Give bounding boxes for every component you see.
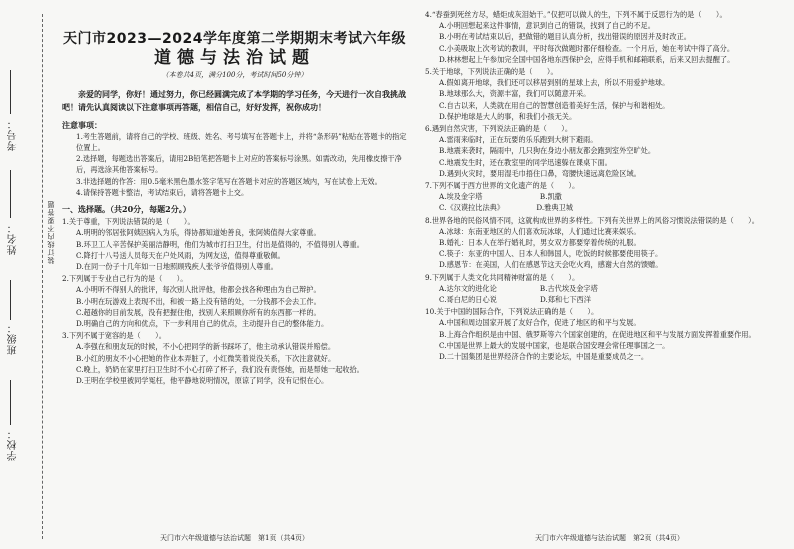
option: C.超越你的目前发展，没有把握住他，找别人来照顾你所有的东西都一样的。 bbox=[76, 307, 321, 317]
left-column bbox=[62, 8, 407, 386]
option: C.降打十八号送人员每天在户处风雨，为网友送，值得尊重敬佩。 bbox=[76, 250, 285, 260]
option: B.小明在考试结束以后，把做错的题目认真分析，找出错误的原因并及时改正。 bbox=[439, 32, 691, 42]
option: C.晚上，奶奶在家里打扫卫生时不小心打碎了杯子，我们没有责怪她，而是帮她一起收拾。 bbox=[76, 364, 364, 374]
question-stem: 10.关于中国的国际合作，下列说法正确的是（ ）。 bbox=[425, 307, 599, 317]
notice-item: 4.请保持答题卡整洁，考试结束后，请将答题卡上交。 bbox=[76, 187, 249, 197]
option: B.小明在玩游戏上表现不出，和被一路上没有错的处，一分钱都不会去工作。 bbox=[76, 296, 321, 306]
option: B.上海合作组织是由中国、俄罗斯等六个国家创建的，在促进地区和平与发展方面发挥着重要作用。 bbox=[439, 329, 756, 339]
option: C.中国是世界上最大的发展中国家，也是联合国安理会常任理事国之一。 bbox=[439, 340, 670, 350]
question-3 bbox=[62, 330, 407, 386]
option: C.小美吸取上次考试的教训，平时每次做题时都仔细检查。一个月后，她在考试中得了高分。 bbox=[439, 43, 735, 53]
page-footer-left: 天门市六年级道德与法治试题 第1页（共4页） bbox=[160, 534, 309, 542]
question-2 bbox=[62, 273, 407, 329]
field-id-line bbox=[10, 70, 11, 114]
notice-item: 3.非选择题的作答：用0.5毫米黑色墨水签字笔写在答题卡对应的答题区域内，写在试卷上无效。 bbox=[76, 176, 382, 186]
option: C.筷子：东亚的中国人、日本人和韩国人，吃饭的时候都要使用筷子。 bbox=[439, 249, 663, 259]
field-name-line bbox=[10, 170, 11, 218]
question-stem: 2.下列属于专业自己行为的是（ ）。 bbox=[62, 274, 188, 284]
question-stem: 6.遇到自然灾害，下列说法正确的是（ ）。 bbox=[425, 124, 573, 134]
option: A.埃及金字塔 B.凯撒 bbox=[439, 192, 562, 202]
question-4 bbox=[425, 9, 780, 65]
option: C.《汉谟拉比法典》 D.雅典卫城 bbox=[439, 203, 573, 213]
question-stem: 1.关于尊重，下列说法错误的是（ ）。 bbox=[62, 217, 195, 227]
option: B.婚礼：日本人在举行婚礼时，男女双方都要穿着传统的礼服。 bbox=[439, 238, 641, 248]
field-school: 学校： bbox=[8, 428, 19, 461]
question-7 bbox=[425, 180, 780, 214]
option: B.地震来袭时，隔雨中，几只狗在身边小朋友都会跑到室外空旷处。 bbox=[439, 146, 656, 156]
field-id: 考号： bbox=[8, 118, 19, 151]
option: D.遇到火灾时，要用湿毛巾捂住口鼻，弯腰快速远离危险区域。 bbox=[439, 168, 641, 178]
question-1 bbox=[62, 216, 407, 272]
question-stem: 3.下列不属于宽容的是（ ）。 bbox=[62, 331, 166, 341]
option: A.假如离开地球，我们还可以移居到别的星球上去，所以不用爱护地球。 bbox=[439, 78, 670, 88]
option: B.环卫工人辛苦保护美丽洁静明，他们为城市打扫卫生，付出是值得的，不值得别人尊重。 bbox=[76, 239, 364, 249]
option: C.哥白尼的日心说 D.郑和七下西洋 bbox=[439, 295, 591, 305]
page-footer-right: 天门市六年级道德与法治试题 第2页（共4页） bbox=[535, 534, 684, 542]
notice-item: 1.考生答题前，请将自己的学校、班级、姓名、考号填写在答题卡上，并将“条形码”粘贴在答题卡的指定位置上。 bbox=[76, 131, 407, 153]
option: D.在同一份子十几年如一日地照顾残疾人张爷爷值得别人尊重。 bbox=[76, 262, 278, 272]
option: A.中国和周边国家开展了友好合作，促进了地区的和平与发展。 bbox=[439, 318, 641, 328]
exam-title: 天门市2023—2024学年度第二学期期末考试六年级 bbox=[63, 31, 406, 47]
option: C.地震发生时，还在教室里的同学迅速躲在课桌下面。 bbox=[439, 157, 612, 167]
option: A.李强在和朋友玩的时候，不小心把同学的新书踩坏了，他主动承认错误并赔偿。 bbox=[76, 342, 336, 352]
greeting: 亲爱的同学，你好！通过努力，你已经圆满完成了本学期的学习任务，今天进行一次自我挑战吧！请先认真阅读以下注意事项再答题，相信自己，好好发挥，祝你成功！ bbox=[62, 89, 406, 112]
option: D.保护地球是大人的事，和我们小孩无关。 bbox=[439, 111, 577, 121]
field-class: 班级： bbox=[8, 322, 19, 355]
option: A.小明听不得别人的批评，每次别人批评他，他都会找各种理由为自己辩护。 bbox=[76, 285, 321, 295]
notice-title: 注意事项： bbox=[62, 119, 102, 130]
option: B.小红的朋友不小心把她的作业本弄脏了，小红微笑着说没关系，下次注意就好。 bbox=[76, 353, 336, 363]
question-6 bbox=[425, 123, 780, 179]
field-school-line bbox=[10, 380, 11, 425]
question-8 bbox=[425, 215, 780, 271]
option: D.林林想起上午参加完全国中国各地东西保护会，应得手机和邮箱联系，后来又回去提醒了。 bbox=[439, 54, 735, 64]
option: D.明确自己的方向和优点，下一步利用自己的优点，主动提升自己的整体能力。 bbox=[76, 319, 329, 329]
field-name: 姓名： bbox=[8, 222, 19, 255]
cut-label: 装订线内不要答题 bbox=[47, 200, 55, 264]
option: A.明明的邻居张阿姨因病入为乐，得协都知道她善良，张阿姨值得大家尊重。 bbox=[76, 228, 321, 238]
option: D.王明在学校里被同学冤枉，他平静地说明情况，原谅了同学，没有记恨在心。 bbox=[76, 376, 329, 386]
option: A.达尔文的进化论 B.古代埃及金字塔 bbox=[439, 283, 598, 293]
option: B.地球那么大，资源丰富，我们可以随意开采。 bbox=[439, 89, 591, 99]
question-stem: 8.世界各地的民俗风情不同，这就构成世界的多样性。下列有关世界上的风俗习惯说法错误的是（ ）。 bbox=[425, 215, 759, 225]
exam-note: （本卷共4页，满分100分，考试时间50分钟） bbox=[161, 71, 308, 80]
question-stem: 5.关于地球，下列说法正确的是（ ）。 bbox=[425, 67, 558, 77]
exam-subject: 道德与法治试题 bbox=[154, 48, 315, 69]
question-stem: 4.“春蚕到死丝方尽，蜡炬成灰泪始干。”仅把可以做人的生，下列不属于反思行为的是（ ）。 bbox=[425, 10, 727, 19]
question-stem: 7.下列不属于西方世界的文化遗产的是（ ）。 bbox=[425, 181, 580, 191]
question-5 bbox=[425, 66, 780, 122]
question-9 bbox=[425, 272, 780, 306]
question-10 bbox=[425, 306, 780, 362]
right-column bbox=[425, 8, 780, 362]
field-class-line bbox=[10, 280, 11, 320]
option: A.小明回想起来这件事情，意识到自己的错误，找到了自己的不足。 bbox=[439, 21, 655, 31]
question-stem: 9.下列属于人类文化共同精神财富的是（ ）。 bbox=[425, 272, 580, 282]
option: C.自古以来，人类就在用自己的智慧创造着美好生活，保护与和谐相处。 bbox=[439, 100, 670, 110]
notice-item: 2.选择题，每题选出答案后，请用2B铅笔把答题卡上对应的答案标号涂黑。如需改动，先用橡皮擦干净后，再选涂其他答案标号。 bbox=[76, 154, 402, 175]
section-heading: 一、选择题。（共20分，每题2分。） bbox=[62, 204, 191, 215]
option: A.冰球：东南亚地区的人们喜欢玩冰球，人们通过比赛来娱乐。 bbox=[439, 226, 641, 236]
cut-line bbox=[42, 14, 43, 539]
option: A.雷雨来临时，正在玩要的乐乐跑到大树下避雨。 bbox=[439, 135, 598, 145]
option: D.二十国集团是世界经济合作的主要论坛，中国是重要成员之一。 bbox=[439, 352, 649, 362]
binding-margin bbox=[0, 0, 60, 549]
option: D.感恩节：在美国，人们在感恩节这天会吃火鸡，感谢大自然的馈赠。 bbox=[439, 260, 663, 270]
